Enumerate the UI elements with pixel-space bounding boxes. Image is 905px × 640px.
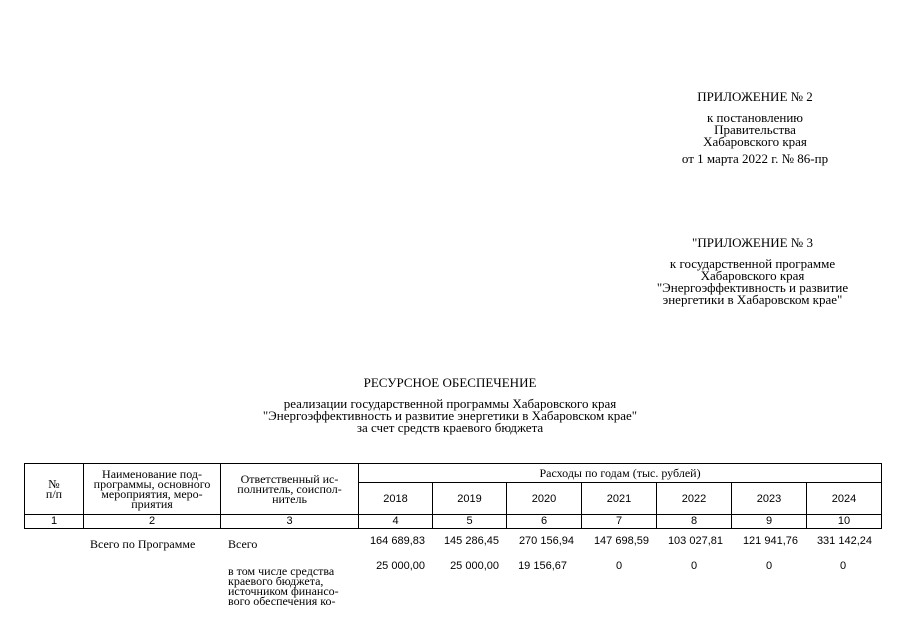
value-2020: 19 156,67 — [518, 560, 567, 572]
header-num: № п/п — [25, 464, 84, 515]
column-number: 6 — [507, 515, 582, 529]
header-year: 2024 — [807, 483, 882, 515]
value-2021: 0 — [615, 560, 623, 572]
appendix-3-header — [620, 237, 885, 306]
column-number: 5 — [433, 515, 507, 529]
header-year: 2020 — [507, 483, 582, 515]
appendix-2-date: от 1 марта 2022 г. № 86-пр — [681, 151, 829, 166]
value-2020: 270 156,94 — [518, 535, 574, 547]
column-number: 4 — [359, 515, 433, 529]
appendix-2-line: Хабаровского края — [703, 134, 807, 149]
value-2022: 103 027,81 — [667, 535, 723, 547]
title-line: реализации государственной программы Хабаровского края — [283, 396, 617, 411]
header-year: 2022 — [657, 483, 732, 515]
row-executor: в том числе средства краевого бюджета, источником финансо- вого обеспечения ко- — [228, 564, 339, 608]
appendix-3-line: энергетики в Хабаровском крае" — [662, 292, 843, 307]
value-2022: 0 — [690, 560, 698, 572]
header-expenses: Расходы по годам (тыс. рублей) — [359, 464, 882, 483]
value-2019: 25 000,00 — [450, 560, 499, 572]
column-number: 1 — [25, 515, 84, 529]
appendix-3-line: к государственной программе — [669, 256, 836, 271]
title-line: "Энергоэффективность и развитие энергетики в Хабаровском крае" — [262, 408, 638, 423]
appendix-2-header — [640, 91, 870, 165]
appendix-3-line: Хабаровского края — [700, 268, 805, 283]
appendix-3-line: "Энергоэффективность и развитие — [656, 280, 849, 295]
column-number: 8 — [657, 515, 732, 529]
document-title — [150, 377, 750, 434]
row-name: Всего по Программе — [90, 537, 196, 551]
column-number: 7 — [582, 515, 657, 529]
column-number: 10 — [807, 515, 882, 529]
header-year: 2021 — [582, 483, 657, 515]
value-2021: 147 698,59 — [593, 535, 649, 547]
appendix-2-heading: ПРИЛОЖЕНИЕ № 2 — [697, 89, 813, 104]
column-number: 2 — [84, 515, 221, 529]
value-2018: 164 689,83 — [369, 535, 425, 547]
row-executor: Всего — [228, 537, 258, 551]
title-line: за счет средств краевого бюджета — [356, 420, 544, 435]
value-2024: 331 142,24 — [816, 535, 872, 547]
column-numbers-row — [25, 515, 882, 529]
resource-table — [24, 463, 882, 529]
appendix-2-line: к постановлению — [706, 110, 804, 125]
appendix-3-heading: "ПРИЛОЖЕНИЕ № 3 — [692, 235, 813, 250]
header-year: 2018 — [359, 483, 433, 515]
column-number: 9 — [732, 515, 807, 529]
value-2023: 0 — [765, 560, 773, 572]
title-heading: РЕСУРСНОЕ ОБЕСПЕЧЕНИЕ — [363, 375, 537, 390]
header-name: Наименование под- программы, основного мероприятия, меро- приятия — [84, 464, 221, 515]
header-executor: Ответственный ис- полнитель, соиспол- нитель — [221, 464, 359, 515]
value-2019: 145 286,45 — [443, 535, 499, 547]
value-2023: 121 941,76 — [742, 535, 798, 547]
header-year: 2023 — [732, 483, 807, 515]
header-year: 2019 — [433, 483, 507, 515]
value-2018: 25 000,00 — [376, 560, 425, 572]
column-number: 3 — [221, 515, 359, 529]
appendix-2-line: Правительства — [714, 122, 796, 137]
value-2024: 0 — [839, 560, 847, 572]
